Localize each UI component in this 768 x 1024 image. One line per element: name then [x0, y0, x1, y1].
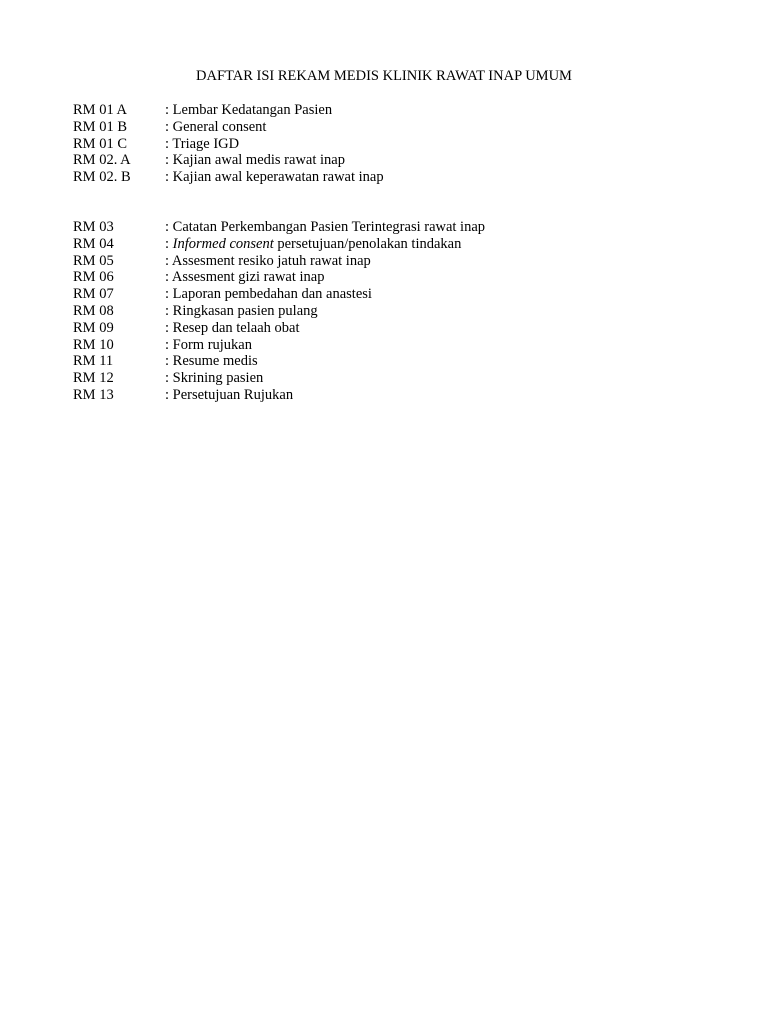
record-description: : Assesment resiko jatuh rawat inap: [165, 252, 371, 269]
record-code: RM 08: [73, 302, 114, 319]
record-code: RM 07: [73, 286, 114, 303]
record-description: : Assesment gizi rawat inap: [165, 269, 325, 286]
document-title: DAFTAR ISI REKAM MEDIS KLINIK RAWAT INAP UMUM: [196, 68, 572, 84]
record-description: : Catatan Perkembangan Pasien Terintegrasi rawat inap: [165, 219, 486, 235]
index-row: [73, 353, 713, 370]
record-code: RM 05: [73, 252, 114, 269]
record-description: : Form rujukan: [165, 336, 252, 353]
index-row: [73, 269, 713, 286]
index-row: [73, 136, 713, 153]
record-description: : Kajian awal medis rawat inap: [165, 152, 345, 169]
index-row: [73, 370, 713, 387]
index-row: [73, 102, 713, 119]
index-row: [73, 253, 713, 270]
record-description: : Laporan pembedahan dan anastesi: [165, 286, 372, 303]
description-italic: Informed consent: [172, 235, 274, 252]
index-group-2: [73, 219, 713, 404]
record-description: : Resep dan telaah obat: [165, 319, 300, 336]
description-suffix: persetujuan/penolakan tindakan: [273, 235, 462, 252]
record-code: RM 13: [73, 386, 114, 403]
record-code: RM 04: [73, 235, 114, 252]
record-code: RM 09: [73, 319, 114, 336]
index-row: [73, 219, 713, 236]
record-description: : Persetujuan Rujukan: [165, 386, 294, 403]
index-row: [73, 119, 713, 136]
record-code: RM 01 A: [73, 102, 127, 118]
record-code: RM 11: [73, 353, 114, 370]
record-description: : General consent: [165, 118, 267, 135]
record-code: RM 12: [73, 370, 114, 387]
index-row: [73, 387, 713, 404]
index-group-1: [73, 102, 713, 186]
record-code: RM 02. B: [73, 169, 131, 186]
record-code: RM 01 C: [73, 135, 127, 152]
index-row: [73, 286, 713, 303]
index-row: [73, 337, 713, 354]
index-row: [73, 169, 713, 186]
record-description: : Resume medis: [165, 353, 258, 370]
record-description: : Ringkasan pasien pulang: [165, 302, 318, 319]
record-code: RM 01 B: [73, 118, 127, 135]
record-code: RM 10: [73, 336, 114, 353]
description-prefix: :: [165, 235, 173, 252]
record-description: : Lembar Kedatangan Pasien: [165, 102, 333, 118]
record-description: : Skrining pasien: [165, 370, 264, 387]
record-description: : Triage IGD: [165, 135, 240, 152]
record-description: : Kajian awal keperawatan rawat inap: [165, 169, 384, 186]
record-code: RM 06: [73, 269, 114, 286]
record-code: RM 03: [73, 219, 114, 235]
index-row: [73, 320, 713, 337]
record-code: RM 02. A: [73, 152, 131, 169]
index-row: [73, 152, 713, 169]
index-row: [73, 303, 713, 320]
index-row: [73, 236, 713, 253]
record-description: [165, 236, 713, 253]
